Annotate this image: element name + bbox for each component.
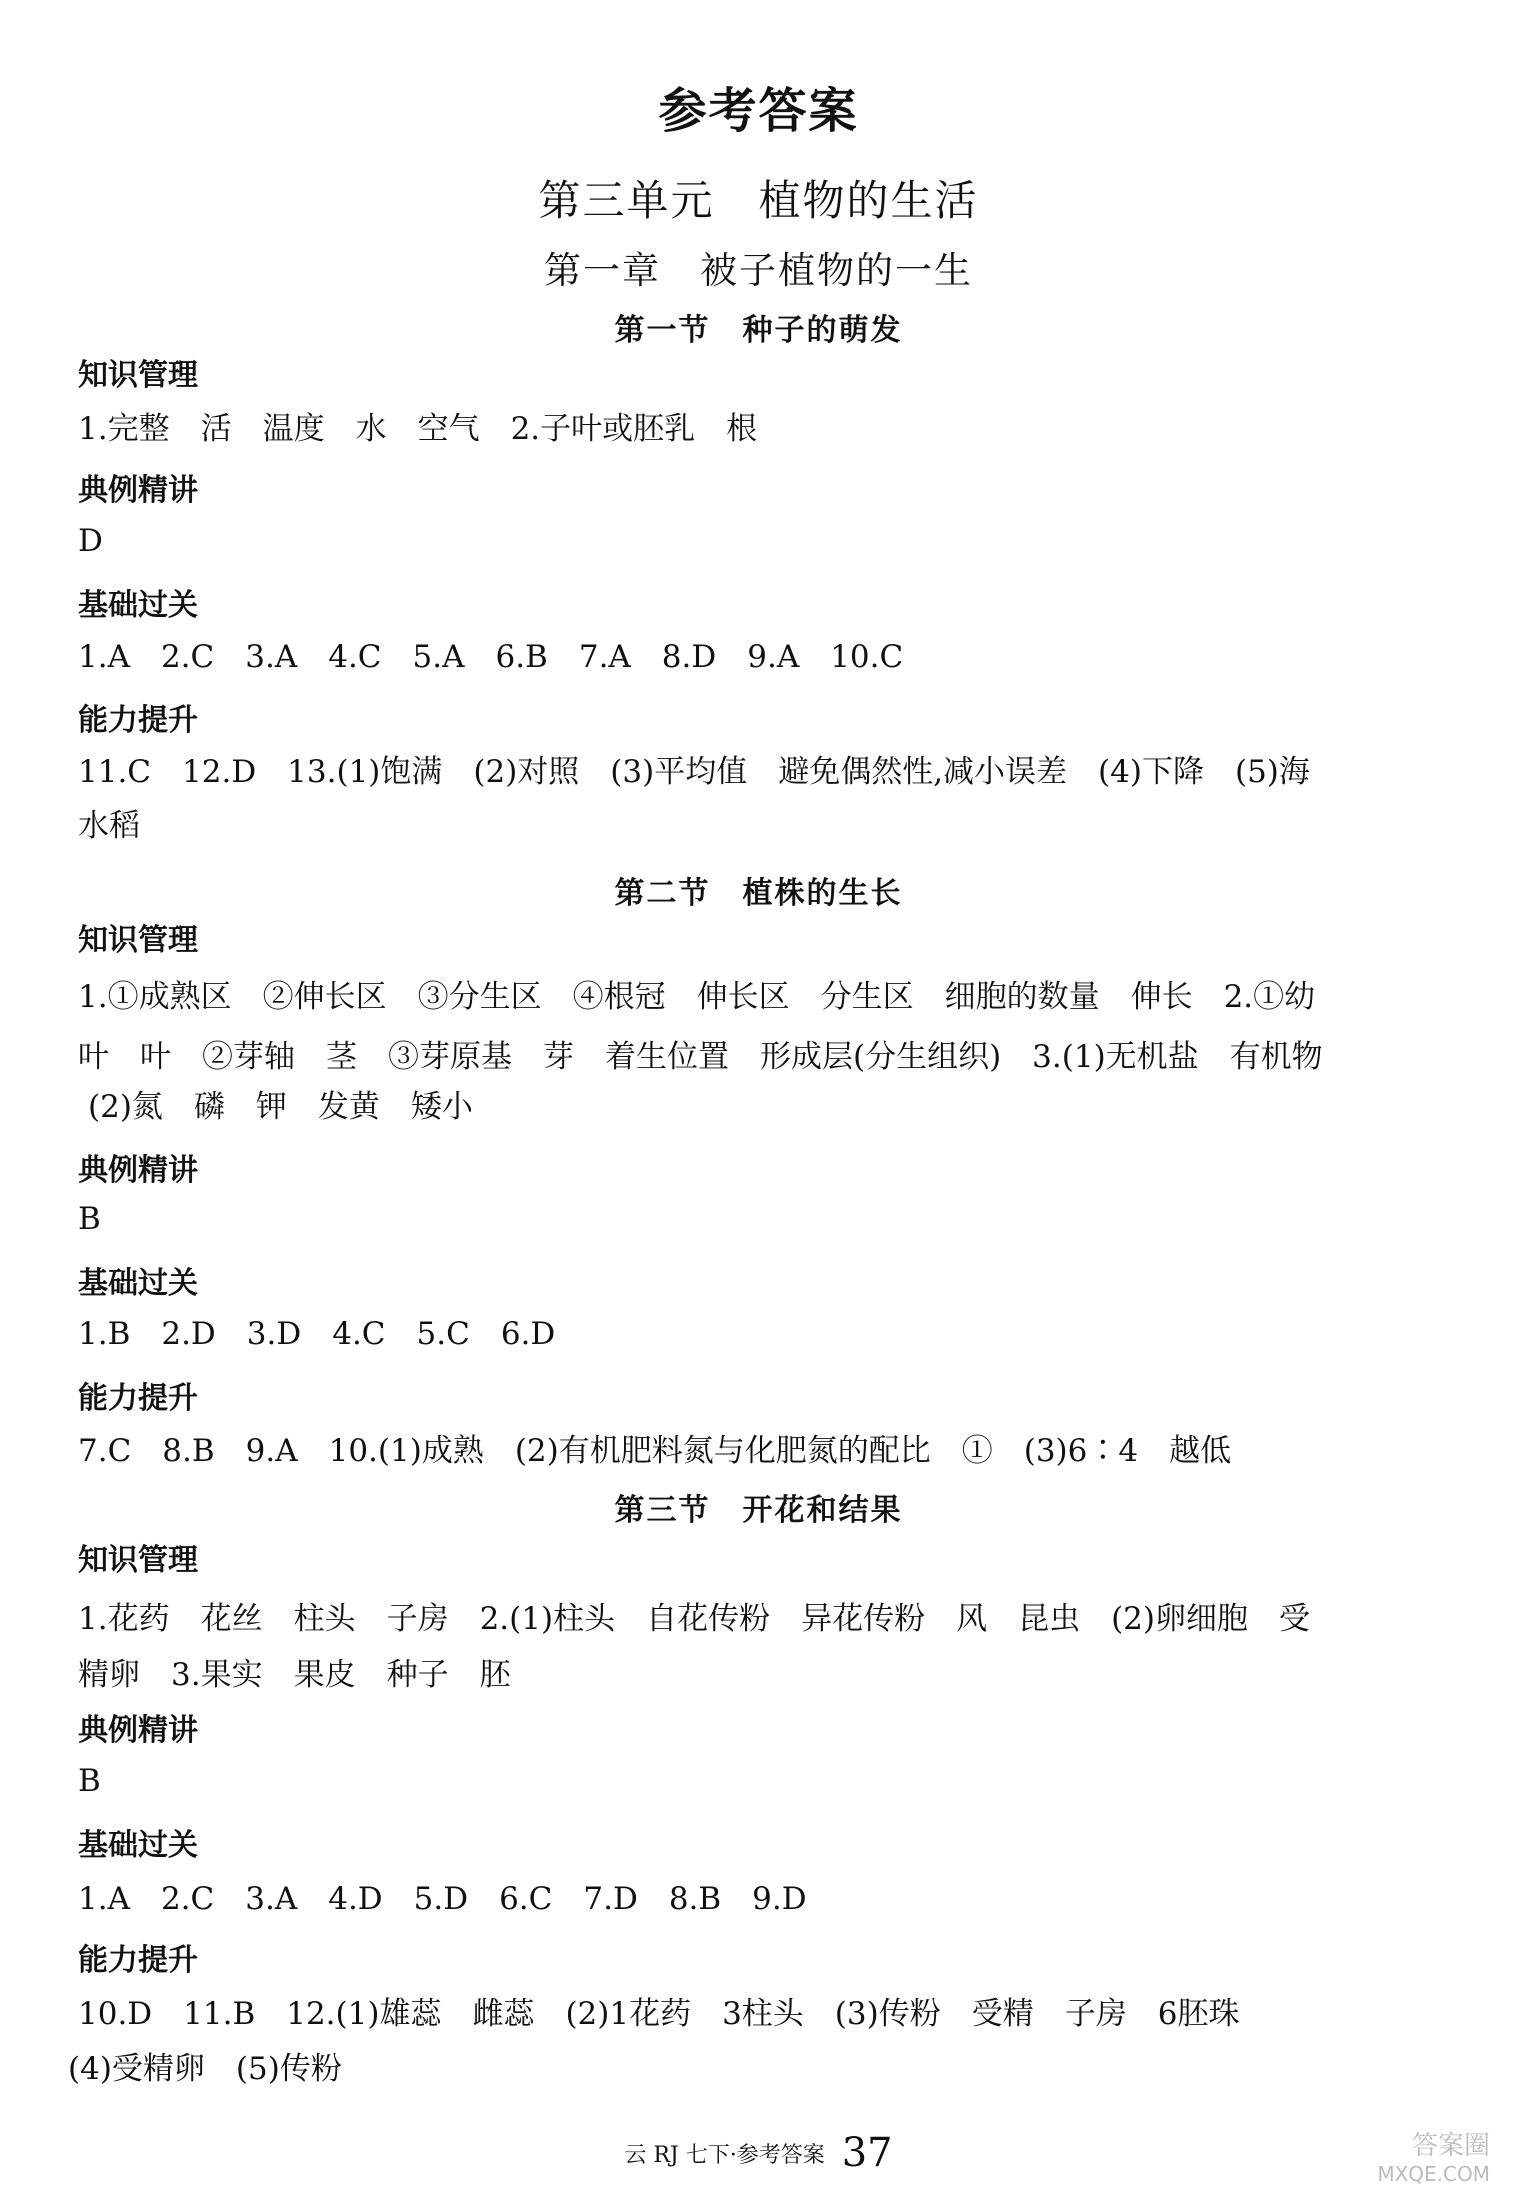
watermark-line2: MXQE.COM xyxy=(1377,2162,1490,2186)
answer-line: (2)氮 磷 钾 发黄 矮小 xyxy=(88,1089,473,1125)
answer-line: 精卵 3.果实 果皮 种子 胚 xyxy=(78,1657,511,1693)
block-label: 知识管理 xyxy=(78,923,198,958)
block-label: 能力提升 xyxy=(78,1943,198,1978)
answer-line: D xyxy=(78,523,103,559)
answer-line: 1.①成熟区 ②伸长区 ③分生区 ④根冠 伸长区 分生区 细胞的数量 伸长 2.①幼 xyxy=(78,979,1316,1015)
section-heading: 第一节 种子的萌发 xyxy=(614,313,903,348)
answer-line: 1.A 2.C 3.A 4.D 5.D 6.C 7.D 8.B 9.D xyxy=(78,1881,807,1917)
block-label: 基础过关 xyxy=(78,1828,198,1863)
block-label: 基础过关 xyxy=(78,1266,198,1301)
block-label: 典例精讲 xyxy=(78,1153,198,1188)
footer-text: 云 RJ 七下·参考答案 xyxy=(624,2143,825,2168)
answer-line: 1.花药 花丝 柱头 子房 2.(1)柱头 自花传粉 异花传粉 风 昆虫 (2)卵细胞 受 xyxy=(78,1601,1310,1637)
watermark-logo xyxy=(1340,2132,1490,2188)
section-heading: 第二节 植株的生长 xyxy=(614,876,903,911)
answer-line: 1.B 2.D 3.D 4.C 5.C 6.D xyxy=(78,1316,556,1352)
answer-line: 叶 叶 ②芽轴 茎 ③芽原基 芽 着生位置 形成层(分生组织) 3.(1)无机盐 有机物 xyxy=(78,1039,1323,1075)
page-title: 参考答案 xyxy=(658,83,859,139)
answer-line: 11.C 12.D 13.(1)饱满 (2)对照 (3)平均值 避免偶然性,减小误差 (4)下降 (5)海 xyxy=(78,754,1310,790)
answer-line: 10.D 11.B 12.(1)雄蕊 雌蕊 (2)1花药 3柱头 (3)传粉 受精 子房 6胚珠 xyxy=(78,1996,1240,2032)
answer-line: 1.A 2.C 3.A 4.C 5.A 6.B 7.A 8.D 9.A 10.C xyxy=(78,639,904,675)
answer-line: 1.完整 活 温度 水 空气 2.子叶或胚乳 根 xyxy=(78,411,758,447)
answer-line: 7.C 8.B 9.A 10.(1)成熟 (2)有机肥料氮与化肥氮的配比 ① (3)6∶4 越低 xyxy=(78,1433,1232,1469)
answer-line: B xyxy=(78,1763,101,1799)
page-footer xyxy=(0,2130,1517,2176)
block-label: 典例精讲 xyxy=(78,473,198,508)
watermark-line1: 答案圈 xyxy=(1411,2131,1490,2161)
answer-line: B xyxy=(78,1201,101,1237)
block-label: 能力提升 xyxy=(78,1381,198,1416)
block-label: 知识管理 xyxy=(78,358,198,393)
section-heading: 第三节 开花和结果 xyxy=(614,1493,903,1528)
page-number: 37 xyxy=(841,2130,893,2176)
chapter-heading: 第一章 被子植物的一生 xyxy=(544,249,973,292)
answer-line: 水稻 xyxy=(78,808,140,844)
unit-heading: 第三单元 植物的生活 xyxy=(538,176,979,225)
block-label: 典例精讲 xyxy=(78,1713,198,1748)
block-label: 基础过关 xyxy=(78,588,198,623)
block-label: 知识管理 xyxy=(78,1543,198,1578)
answer-line: (4)受精卵 (5)传粉 xyxy=(68,2051,342,2087)
block-label: 能力提升 xyxy=(78,703,198,738)
